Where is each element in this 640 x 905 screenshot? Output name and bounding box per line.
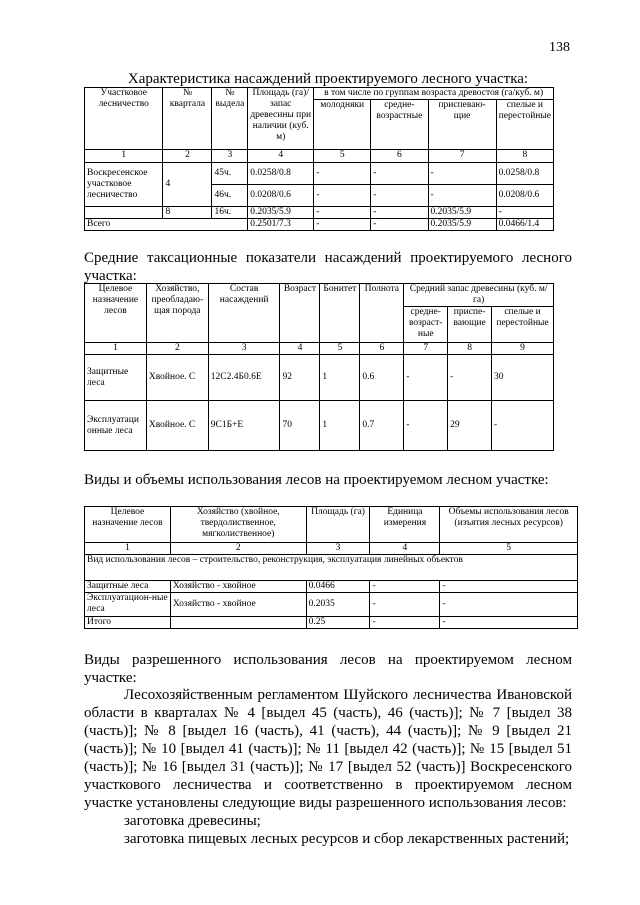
t3-h-volume: Объемы использования лесов (изъятия лесных ресурсов) xyxy=(440,507,578,543)
t2-density: 0.7 xyxy=(360,401,404,451)
t1-num-4: 4 xyxy=(248,150,314,163)
t3-num-1: 1 xyxy=(85,543,171,555)
t1-area: 0.0258/0.8 xyxy=(248,163,314,185)
t3-volume: - xyxy=(440,581,578,593)
t3-num-2: 2 xyxy=(170,543,306,555)
table-total-row xyxy=(85,219,554,231)
t3-area: 0.25 xyxy=(306,617,370,629)
t1-total-mature: 0.0466/1.4 xyxy=(496,219,553,231)
t1-ripening: - xyxy=(428,163,496,185)
t2-ripening: 29 xyxy=(448,401,492,451)
t2-h-species: Хозяйство, преобладаю-щая порода xyxy=(146,284,208,343)
t2-h-mature: спелые и перестойные xyxy=(492,307,554,343)
t2-middle: - xyxy=(404,355,448,401)
t2-h-stock: Средний запас древесины (куб. м/га) xyxy=(404,284,554,307)
t3-farm: Хозяйство - хвойное xyxy=(170,581,306,593)
t3-purpose: Эксплуатацион-ные леса xyxy=(85,593,171,617)
t1-h-middle: средне-возрастные xyxy=(371,100,428,150)
table-row xyxy=(85,581,578,593)
t1-h-forestry: Участковое лесничество xyxy=(85,88,163,150)
t2-bonitet: 1 xyxy=(320,401,360,451)
t1-total-label: Всего xyxy=(85,219,248,231)
table-total-row xyxy=(85,617,578,629)
t2-num-2: 2 xyxy=(146,343,208,355)
t2-purpose: Защитные леса xyxy=(85,355,147,401)
t2-mature: - xyxy=(492,401,554,451)
t1-num-1: 1 xyxy=(85,150,163,163)
t2-num-7: 7 xyxy=(404,343,448,355)
t2-mature: 30 xyxy=(492,355,554,401)
t1-total-young: - xyxy=(314,219,371,231)
t1-num-2: 2 xyxy=(163,150,212,163)
t2-num-5: 5 xyxy=(320,343,360,355)
t1-vydel: 46ч. xyxy=(212,185,248,207)
taxation-table xyxy=(84,283,554,451)
t3-volume: - xyxy=(440,593,578,617)
t1-middle: - xyxy=(371,207,428,219)
table2-title: Средние таксационные показатели насаждений проектируемого лесного участка: xyxy=(84,250,572,284)
t1-num-8: 8 xyxy=(496,150,553,163)
use-item-timber: заготовка древесины; xyxy=(124,813,261,829)
t3-h-purpose: Целевое назначение лесов xyxy=(85,507,171,543)
t2-h-ripening: приспе-вающие xyxy=(448,307,492,343)
t1-number-row xyxy=(85,150,554,163)
t1-area: 0.0208/0.6 xyxy=(248,185,314,207)
t1-forestry: Воскресенское участковое лесничество xyxy=(85,163,163,207)
t1-forestry-empty xyxy=(85,207,163,219)
t1-num-5: 5 xyxy=(314,150,371,163)
t1-num-7: 7 xyxy=(428,150,496,163)
t3-num-5: 5 xyxy=(440,543,578,555)
t3-h-unit: Единица измерения xyxy=(370,507,440,543)
t3-farm xyxy=(170,617,306,629)
t3-h-farm: Хозяйство (хвойное, твердолиственное, мягколиственное) xyxy=(170,507,306,543)
t1-young: - xyxy=(314,185,371,207)
t2-middle: - xyxy=(404,401,448,451)
t1-h-vydel: № выдела xyxy=(212,88,248,150)
t1-h-ripening: приспеваю-щие xyxy=(428,100,496,150)
page-number: 138 xyxy=(549,40,570,55)
t1-vydel: 45ч. xyxy=(212,163,248,185)
t2-num-8: 8 xyxy=(448,343,492,355)
t3-num-3: 3 xyxy=(306,543,370,555)
t1-mature: 0.0258/0.8 xyxy=(496,163,553,185)
t2-num-1: 1 xyxy=(85,343,147,355)
t2-h-bonitet: Бонитет xyxy=(320,284,360,343)
t1-vydel: 16ч. xyxy=(212,207,248,219)
t2-ripening: - xyxy=(448,355,492,401)
t1-quarter: 4 xyxy=(163,163,212,207)
t2-density: 0.6 xyxy=(360,355,404,401)
plantations-table xyxy=(84,87,554,231)
t2-h-age: Возраст xyxy=(280,284,320,343)
t2-num-4: 4 xyxy=(280,343,320,355)
t2-h-purpose: Целевое назначение лесов xyxy=(85,284,147,343)
table-row xyxy=(85,163,554,185)
t3-number-row xyxy=(85,543,578,555)
table-row xyxy=(85,401,554,451)
use-item-food-resources: заготовка пищевых лесных ресурсов и сбор лекарственных растений; xyxy=(124,831,570,847)
t1-num-6: 6 xyxy=(371,150,428,163)
t1-total-ripening: 0.2035/5.9 xyxy=(428,219,496,231)
t3-unit: - xyxy=(370,581,440,593)
t1-num-3: 3 xyxy=(212,150,248,163)
t2-purpose: Эксплуатаци онные леса xyxy=(85,401,147,451)
t2-num-6: 6 xyxy=(360,343,404,355)
t2-num-9: 9 xyxy=(492,343,554,355)
t2-h-composition: Состав насаждений xyxy=(208,284,280,343)
t3-purpose: Итого xyxy=(85,617,171,629)
t1-mature: 0.0208/0.6 xyxy=(496,185,553,207)
usage-table xyxy=(84,506,578,629)
t3-h-area: Площадь (га) xyxy=(306,507,370,543)
t1-h-group: в том числе по группам возраста древостоя (га/куб. м) xyxy=(314,88,554,100)
t2-number-row xyxy=(85,343,554,355)
t1-h-area: Площадь (га)/запас древесины при наличии (куб. м) xyxy=(248,88,314,150)
table-row xyxy=(85,355,554,401)
t1-quarter: 8 xyxy=(163,207,212,219)
t1-young: - xyxy=(314,207,371,219)
t3-unit: - xyxy=(370,617,440,629)
regulation-paragraph: Лесохозяйственным регламентом Шуйского лесничества Ивановской области в кварталах № 4 [выдел 45 (часть), 46 (часть)]; № 7 [выдел 38 (часть)]; № 8 [выдел 16 (часть), 41 (часть), 44 (часть)]; № 9 [выдел 21 (часть)]; № 10 [выдел 41 (часть)]; № 11 [выдел 42 (часть)]; № 15 [выдел 51 (часть)]; № 16 [выдел 31 (часть)]; № 17 [выдел 52 (часть)] Воскресенского участкового лесничества и соответственно в проектируемом лесном участке установлены следующие виды разрешенного использования лесов: xyxy=(84,687,572,811)
t3-farm: Хозяйство - хвойное xyxy=(170,593,306,617)
t2-num-3: 3 xyxy=(208,343,280,355)
table3-title: Виды и объемы использования лесов на проектируемом лесном участке: xyxy=(84,472,549,488)
t2-bonitet: 1 xyxy=(320,355,360,401)
t3-purpose: Защитные леса xyxy=(85,581,171,593)
t1-h-quarter: № квартала xyxy=(163,88,212,150)
t2-composition: 12С2.4Б0.6Е xyxy=(208,355,280,401)
t2-h-middle: средне-возраст-ные xyxy=(404,307,448,343)
t1-total-middle: - xyxy=(371,219,428,231)
t2-species: Хвойное. С xyxy=(146,355,208,401)
t2-age: 70 xyxy=(280,401,320,451)
t1-ripening: 0.2035/5.9 xyxy=(428,207,496,219)
t1-h-young: молодняки xyxy=(314,100,371,150)
t1-total-area: 0.2501/7.3 xyxy=(248,219,314,231)
t1-h-mature: спелые и перестойные xyxy=(496,100,553,150)
t2-species: Хвойное. С xyxy=(146,401,208,451)
t3-area: 0.2035 xyxy=(306,593,370,617)
t2-composition: 9С1Б+Е xyxy=(208,401,280,451)
t1-ripening: - xyxy=(428,185,496,207)
t3-num-4: 4 xyxy=(370,543,440,555)
table-row xyxy=(85,593,578,617)
t1-mature: - xyxy=(496,207,553,219)
t2-age: 92 xyxy=(280,355,320,401)
t2-h-density: Полнота xyxy=(360,284,404,343)
t1-middle: - xyxy=(371,163,428,185)
t3-area: 0.0466 xyxy=(306,581,370,593)
t3-unit: - xyxy=(370,593,440,617)
t1-area: 0.2035/5.9 xyxy=(248,207,314,219)
permitted-use-heading: Виды разрешенного использования лесов на проектируемом лесном участке: xyxy=(84,652,572,686)
table-row xyxy=(85,207,554,219)
t3-kind: Вид использования лесов – строительство, реконструкция, эксплуатация линейных объектов xyxy=(85,555,578,581)
t1-middle: - xyxy=(371,185,428,207)
t1-young: - xyxy=(314,163,371,185)
t3-volume: - xyxy=(440,617,578,629)
table1-title: Характеристика насаждений проектируемого лесного участка: xyxy=(127,71,529,87)
